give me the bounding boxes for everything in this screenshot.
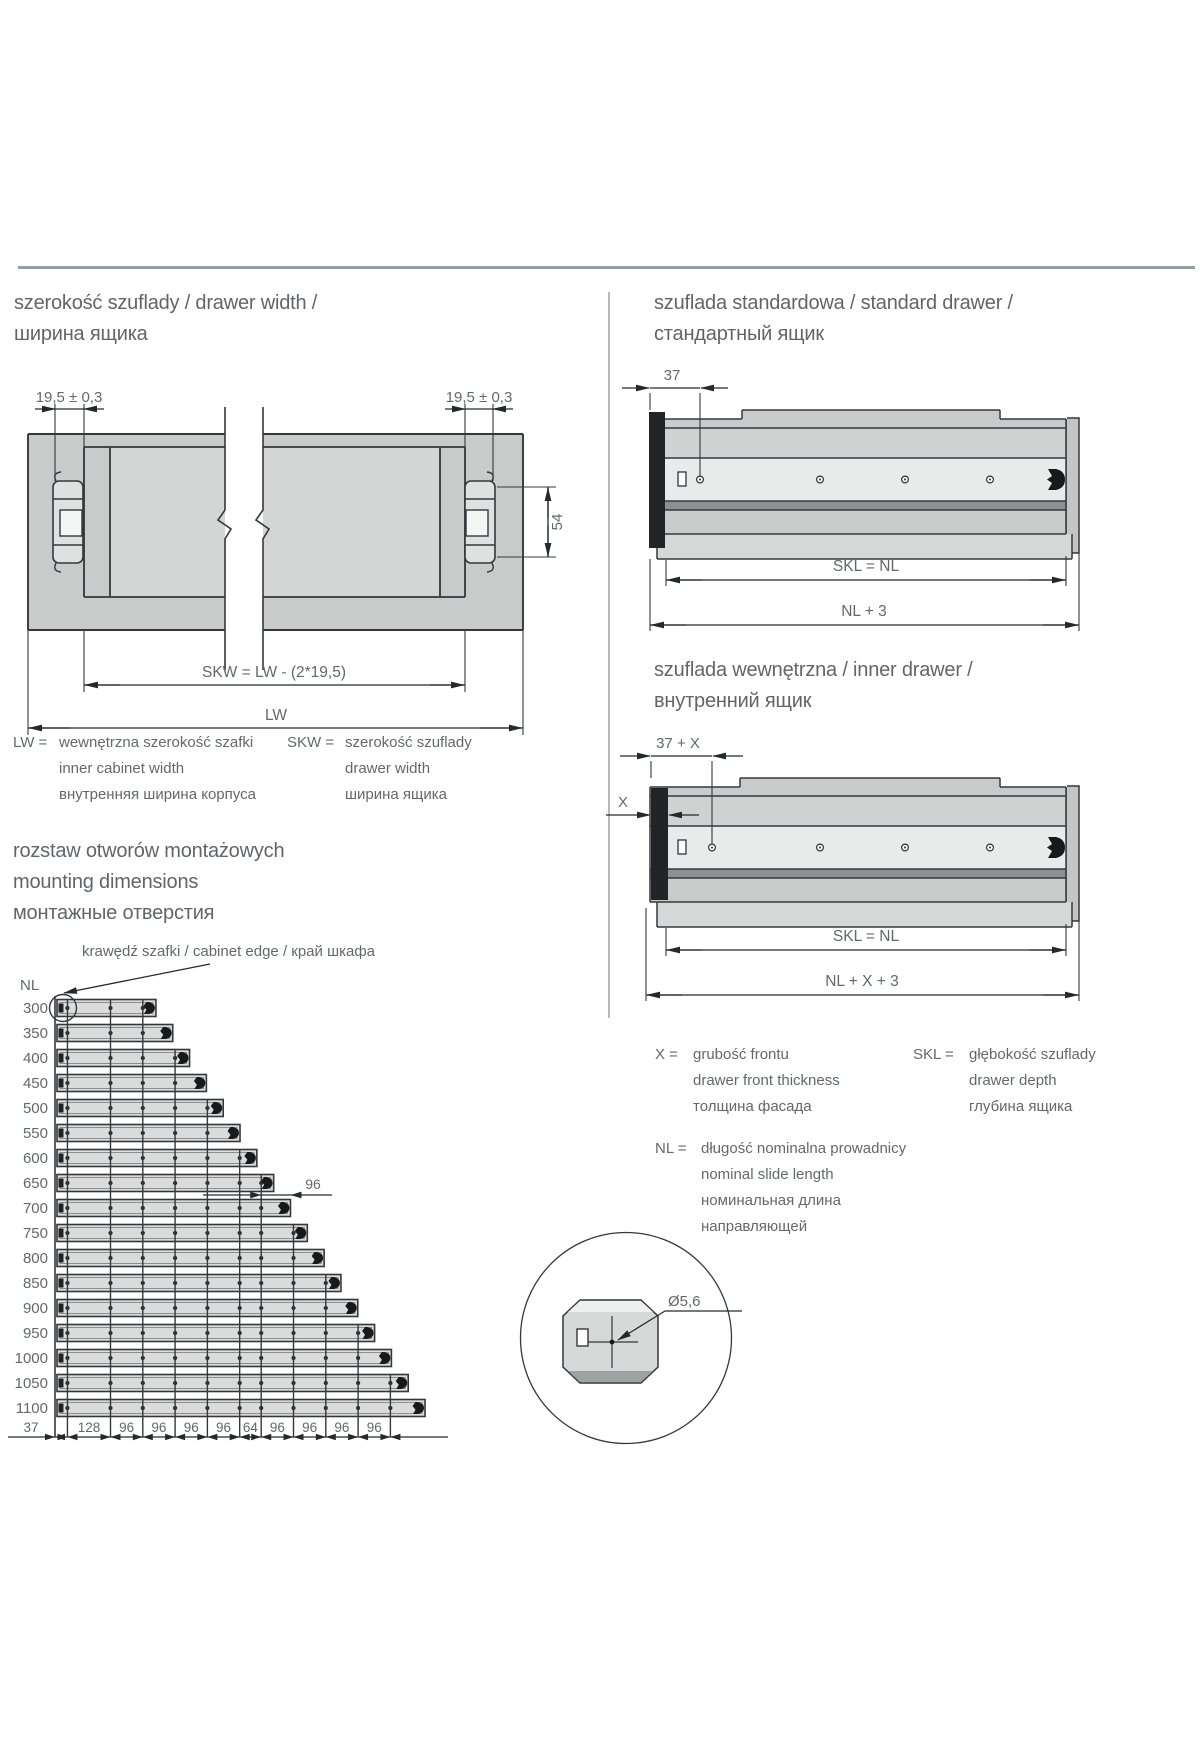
chain-arrow <box>165 1434 175 1440</box>
legend-line: nominal slide length <box>701 1166 834 1183</box>
spacing-label: 37 <box>23 1420 39 1435</box>
nl-value-label: 1050 <box>14 1375 48 1392</box>
front-slot <box>59 1154 64 1163</box>
nl-value-label: 1000 <box>14 1350 48 1367</box>
title-line: rozstaw otworów montażowych <box>13 840 285 862</box>
spacing-label: 96 <box>366 1420 382 1435</box>
title-line: szerokość szuflady / drawer width / <box>14 292 318 314</box>
dim-label-diameter: Ø5,6 <box>668 1293 701 1310</box>
back-tab <box>1066 418 1079 553</box>
legend-line: направляющей <box>701 1218 808 1235</box>
title-line: стандартный ящик <box>654 323 824 345</box>
nl-column-header: NL <box>20 977 40 994</box>
title-line: szuflada standardowa / standard drawer / <box>654 292 1013 314</box>
legend-x-lines <box>693 1042 840 1120</box>
chain-arrow <box>348 1434 358 1440</box>
front-slot <box>59 1329 64 1338</box>
spacing-label: 96 <box>334 1420 350 1435</box>
section-title-mounting <box>13 836 573 929</box>
title-line: ширина ящика <box>14 323 148 345</box>
hole-center <box>610 1340 615 1345</box>
dim-label-skl: SKL = NL <box>832 928 900 945</box>
front-slot <box>59 1054 64 1063</box>
spacing-label: 96 <box>119 1420 135 1435</box>
title-line: внутренний ящик <box>654 690 812 712</box>
chain-arrow <box>197 1434 207 1440</box>
front-slot <box>59 1254 64 1263</box>
legend-line: wewnętrzna szerokość szafki <box>59 734 254 751</box>
nl-value-label: 500 <box>22 1100 48 1117</box>
mounting-holes-chart <box>0 962 480 1462</box>
spacing-label: 96 <box>302 1420 318 1435</box>
inner-drawer-drawing <box>600 728 1200 1038</box>
back-tab <box>1066 786 1079 921</box>
legend-nl-term: NL = <box>655 1140 687 1157</box>
nl-value-label: 800 <box>22 1250 48 1267</box>
standard-drawer-drawing <box>600 360 1200 660</box>
dim-label-skw: SKW = LW - (2*19,5) <box>202 664 346 681</box>
cabinet-edge-label: krawędź szafki / cabinet edge / край шкафа <box>82 943 376 960</box>
chain-arrow <box>133 1434 143 1440</box>
legend-line: inner cabinet width <box>59 760 185 777</box>
legend-line: szerokość szuflady <box>345 734 472 751</box>
section-title-inner-drawer <box>654 655 1194 717</box>
front-slot <box>59 1004 64 1013</box>
top-rule <box>18 266 1195 269</box>
legend-line: ширина ящика <box>345 786 448 803</box>
front-slot <box>59 1104 64 1113</box>
front-slot <box>59 1404 64 1413</box>
slide-clip-right <box>465 472 495 572</box>
front-slot <box>59 1379 64 1388</box>
legend-line: grubość frontu <box>693 1046 789 1063</box>
cabinet-edge-leader-arrow <box>64 964 210 993</box>
legend-skl-term: SKL = <box>913 1046 954 1063</box>
nl-value-label: 1100 <box>15 1400 48 1417</box>
nl-value-label: 950 <box>22 1325 48 1342</box>
front-slot <box>59 1079 64 1088</box>
legend-line: drawer depth <box>969 1072 1057 1089</box>
nl-value-label: 650 <box>22 1175 48 1192</box>
front-slot <box>59 1304 64 1313</box>
slide-body <box>649 409 1072 559</box>
title-line: szuflada wewnętrzna / inner drawer / <box>654 659 973 681</box>
section-title-drawer-width <box>14 288 594 350</box>
legend-line: głębokość szuflady <box>969 1046 1096 1063</box>
legend-skl <box>913 1042 1096 1120</box>
front-slot <box>59 1354 64 1363</box>
dim-label-x: X <box>617 794 629 811</box>
spacing-label: 96 <box>183 1420 199 1435</box>
legend-line: толщина фасада <box>693 1098 812 1115</box>
spacing-label: 96 <box>269 1420 285 1435</box>
front-slot <box>59 1179 64 1188</box>
drawer-front-bar <box>651 788 668 900</box>
drawer-width-drawing <box>0 360 600 750</box>
legend-x <box>655 1042 840 1120</box>
spacing-label: 96 <box>151 1420 167 1435</box>
legend-skl-lines <box>969 1042 1096 1120</box>
break-lines <box>218 407 269 670</box>
nl-value-label: 400 <box>22 1050 48 1067</box>
nl-value-label: 900 <box>22 1300 48 1317</box>
nl-value-label: 700 <box>22 1200 48 1217</box>
legend-skw-term: SKW = <box>287 734 335 751</box>
legend-line: długość nominalna prowadnicy <box>701 1140 907 1157</box>
title-line: mounting dimensions <box>13 871 199 893</box>
chain-arrow <box>67 1434 77 1440</box>
cabinet-fill <box>28 434 523 630</box>
nl-value-label: 350 <box>22 1025 48 1042</box>
nl-value-label: 850 <box>22 1275 48 1292</box>
dim-label-54: 54 <box>549 513 566 531</box>
chain-arrow <box>390 1434 400 1440</box>
callout-arrow <box>250 1192 261 1199</box>
callout-arrow <box>290 1192 301 1199</box>
front-slot <box>59 1029 64 1038</box>
dim-label-lw: LW <box>264 707 288 724</box>
dim-label-skl: SKL = NL <box>832 558 900 575</box>
chain-arrow <box>230 1434 240 1440</box>
nl-value-label: 550 <box>22 1125 48 1142</box>
legend-line: drawer width <box>345 760 431 777</box>
front-slot <box>59 1279 64 1288</box>
front-slot <box>59 1229 64 1238</box>
spacing-label: 128 <box>77 1420 101 1435</box>
dim-label-gap-left: 19,5 ± 0,3 <box>35 389 103 406</box>
dim-label-37: 37 <box>663 367 681 384</box>
legend-line: глубина ящика <box>969 1098 1073 1115</box>
hole-detail-callout <box>440 1190 800 1490</box>
section-title-standard-drawer <box>654 288 1194 350</box>
drawer-front-bar <box>649 412 665 548</box>
dim-label-gap-right: 19,5 ± 0,3 <box>445 389 513 406</box>
front-slot <box>59 1204 64 1213</box>
legend-line: drawer front thickness <box>693 1072 840 1089</box>
callout-dim-label: 96 <box>305 1176 321 1192</box>
legend-line: внутренняя ширина корпуса <box>59 786 256 803</box>
slide-clip-left <box>53 472 83 572</box>
chain-arrow <box>101 1434 111 1440</box>
chain-arrow <box>284 1434 294 1440</box>
spacing-label: 64 <box>242 1420 258 1435</box>
dim-label-nl3: NL + 3 <box>841 603 887 620</box>
chart-content <box>8 995 448 1441</box>
nl-value-label: 600 <box>22 1150 48 1167</box>
chain-arrow <box>45 1434 55 1440</box>
chain-arrow <box>316 1434 326 1440</box>
spacing-label: 96 <box>216 1420 232 1435</box>
nl-value-label: 450 <box>22 1075 48 1092</box>
dim-label-37x: 37 + X <box>656 735 700 752</box>
title-line: монтажные отверстия <box>13 902 215 924</box>
nl-value-label: 300 <box>22 1000 48 1017</box>
front-slot <box>59 1129 64 1138</box>
nl-value-label: 750 <box>22 1225 48 1242</box>
chain-arrow <box>380 1434 390 1440</box>
legend-x-term: X = <box>655 1046 678 1063</box>
dim-label-nlx3: NL + X + 3 <box>825 973 899 990</box>
legend-lw-term: LW = <box>13 734 48 751</box>
legend-line: номинальная длина <box>701 1192 841 1209</box>
